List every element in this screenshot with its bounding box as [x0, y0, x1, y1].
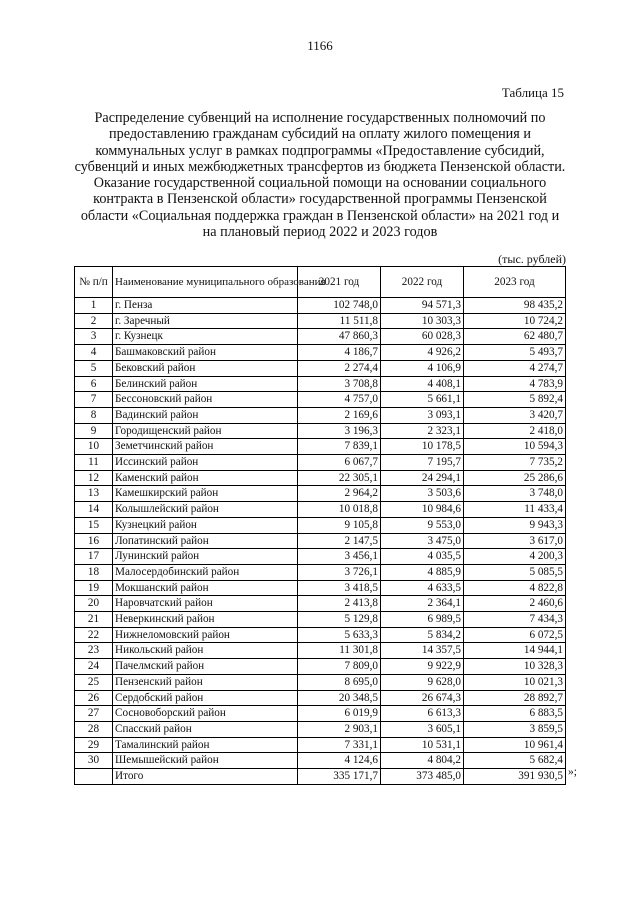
row-name: Малосердобинский район: [113, 564, 298, 580]
row-2022: 4 106,9: [381, 360, 464, 376]
total-2022: 373 485,0: [381, 769, 464, 785]
row-2023: 28 892,7: [464, 690, 566, 706]
table-row: [75, 345, 566, 361]
row-2023: 4 274,7: [464, 360, 566, 376]
total-2023: 391 930,5: [464, 769, 566, 785]
table-row: [75, 549, 566, 565]
row-2021: 4 124,6: [298, 753, 381, 769]
table-row: [75, 360, 566, 376]
row-2021: 2 413,8: [298, 596, 381, 612]
row-2023: 10 961,4: [464, 737, 566, 753]
row-name: Камешкирский район: [113, 486, 298, 502]
row-2022: 9 922,9: [381, 659, 464, 675]
row-2021: 2 169,6: [298, 407, 381, 423]
row-2023: 6 072,5: [464, 627, 566, 643]
row-name: Вадинский район: [113, 407, 298, 423]
row-2021: 6 019,9: [298, 706, 381, 722]
row-2021: 5 129,8: [298, 612, 381, 628]
table-row: [75, 659, 566, 675]
row-2021: 47 860,3: [298, 329, 381, 345]
header-name: Наименование муниципального образования: [113, 267, 298, 298]
row-number: 10: [75, 439, 113, 455]
row-2023: 4 783,9: [464, 376, 566, 392]
table-row: [75, 737, 566, 753]
units-note: (тыс. рублей): [498, 252, 566, 266]
row-2021: 2 274,4: [298, 360, 381, 376]
row-2023: 11 433,4: [464, 502, 566, 518]
row-2023: 25 286,6: [464, 470, 566, 486]
row-number: 16: [75, 533, 113, 549]
row-2022: 3 503,6: [381, 486, 464, 502]
row-number: 18: [75, 564, 113, 580]
row-number: 21: [75, 612, 113, 628]
row-2023: 62 480,7: [464, 329, 566, 345]
row-2021: 11 301,8: [298, 643, 381, 659]
row-2022: 10 984,6: [381, 502, 464, 518]
row-name: Наровчатский район: [113, 596, 298, 612]
table-row: [75, 580, 566, 596]
row-2021: 5 633,3: [298, 627, 381, 643]
row-2022: 94 571,3: [381, 298, 464, 314]
table-row: [75, 612, 566, 628]
row-2022: 5 661,1: [381, 392, 464, 408]
table-total-row: [75, 769, 566, 785]
row-2022: 4 035,5: [381, 549, 464, 565]
row-2022: 6 613,3: [381, 706, 464, 722]
table-row: [75, 502, 566, 518]
table-row: [75, 407, 566, 423]
row-name: Земетчинский район: [113, 439, 298, 455]
row-2021: 2 964,2: [298, 486, 381, 502]
row-2021: 102 748,0: [298, 298, 381, 314]
table-row: [75, 596, 566, 612]
row-2021: 7 839,1: [298, 439, 381, 455]
row-name: Мокшанский район: [113, 580, 298, 596]
row-2022: 10 531,1: [381, 737, 464, 753]
table-row: [75, 533, 566, 549]
row-2021: 6 067,7: [298, 455, 381, 471]
row-name: Сосновоборский район: [113, 706, 298, 722]
row-2023: 2 460,6: [464, 596, 566, 612]
table-row: [75, 470, 566, 486]
row-number: 20: [75, 596, 113, 612]
table-row: [75, 313, 566, 329]
row-2023: 4 200,3: [464, 549, 566, 565]
row-2023: 7 434,3: [464, 612, 566, 628]
row-name: Тамалинский район: [113, 737, 298, 753]
row-2023: 10 021,3: [464, 674, 566, 690]
row-2023: 7 735,2: [464, 455, 566, 471]
table-row: [75, 643, 566, 659]
row-2023: 10 724,2: [464, 313, 566, 329]
row-2021: 7 809,0: [298, 659, 381, 675]
row-number: 11: [75, 455, 113, 471]
row-number: 5: [75, 360, 113, 376]
row-2021: 20 348,5: [298, 690, 381, 706]
table-row: [75, 329, 566, 345]
row-2021: 3 418,5: [298, 580, 381, 596]
row-2021: 2 903,1: [298, 721, 381, 737]
row-number: 25: [75, 674, 113, 690]
row-2021: 10 018,8: [298, 502, 381, 518]
row-number: 26: [75, 690, 113, 706]
header-2022: 2022 год: [381, 267, 464, 298]
table-header-row: [75, 267, 566, 298]
row-2021: 11 511,8: [298, 313, 381, 329]
row-number: 23: [75, 643, 113, 659]
row-number: 2: [75, 313, 113, 329]
row-2023: 6 883,5: [464, 706, 566, 722]
row-number: 15: [75, 517, 113, 533]
closing-mark: »;: [568, 766, 577, 778]
row-name: Шемышейский район: [113, 753, 298, 769]
row-2022: 4 408,1: [381, 376, 464, 392]
table-row: [75, 564, 566, 580]
row-name: Спасский район: [113, 721, 298, 737]
row-name: Колышлейский район: [113, 502, 298, 518]
row-number: 24: [75, 659, 113, 675]
header-2021: 2021 год: [298, 267, 381, 298]
row-2021: 3 726,1: [298, 564, 381, 580]
table-row: [75, 455, 566, 471]
table-row: [75, 721, 566, 737]
row-2023: 10 594,3: [464, 439, 566, 455]
row-number: 4: [75, 345, 113, 361]
row-2023: 14 944,1: [464, 643, 566, 659]
total-label: Итого: [113, 769, 298, 785]
row-name: Лопатинский район: [113, 533, 298, 549]
table-row: [75, 753, 566, 769]
table-row: [75, 674, 566, 690]
row-name: Бессоновский район: [113, 392, 298, 408]
row-2022: 26 674,3: [381, 690, 464, 706]
row-number: 3: [75, 329, 113, 345]
row-name: Городищенский район: [113, 423, 298, 439]
row-2022: 60 028,3: [381, 329, 464, 345]
row-2023: 5 892,4: [464, 392, 566, 408]
row-2021: 3 456,1: [298, 549, 381, 565]
row-name: г. Заречный: [113, 313, 298, 329]
row-name: г. Кузнецк: [113, 329, 298, 345]
table-row: [75, 376, 566, 392]
row-2021: 4 757,0: [298, 392, 381, 408]
row-name: Бековский район: [113, 360, 298, 376]
row-name: Белинский район: [113, 376, 298, 392]
row-2023: 5 493,7: [464, 345, 566, 361]
row-number: 12: [75, 470, 113, 486]
row-2022: 9 553,0: [381, 517, 464, 533]
row-2021: 22 305,1: [298, 470, 381, 486]
row-2022: 5 834,2: [381, 627, 464, 643]
row-number: 19: [75, 580, 113, 596]
row-number: 13: [75, 486, 113, 502]
row-2023: 4 822,8: [464, 580, 566, 596]
row-2021: 2 147,5: [298, 533, 381, 549]
row-2023: 10 328,3: [464, 659, 566, 675]
row-2022: 4 885,9: [381, 564, 464, 580]
row-2023: 3 420,7: [464, 407, 566, 423]
row-2022: 4 926,2: [381, 345, 464, 361]
table-row: [75, 690, 566, 706]
header-number: № п/п: [75, 267, 113, 298]
row-2023: 98 435,2: [464, 298, 566, 314]
row-2022: 3 475,0: [381, 533, 464, 549]
header-2023: 2023 год: [464, 267, 566, 298]
row-number: 29: [75, 737, 113, 753]
row-name: Башмаковский район: [113, 345, 298, 361]
table-row: [75, 298, 566, 314]
subvention-table: [74, 266, 566, 785]
row-2022: 14 357,5: [381, 643, 464, 659]
row-2022: 3 093,1: [381, 407, 464, 423]
table-row: [75, 706, 566, 722]
row-number: 17: [75, 549, 113, 565]
row-2023: 5 682,4: [464, 753, 566, 769]
table-row: [75, 423, 566, 439]
row-number: 30: [75, 753, 113, 769]
row-2023: 5 085,5: [464, 564, 566, 580]
row-number: 9: [75, 423, 113, 439]
row-2021: 9 105,8: [298, 517, 381, 533]
row-2023: 9 943,3: [464, 517, 566, 533]
row-2022: 4 633,5: [381, 580, 464, 596]
page-number: 1166: [307, 38, 333, 53]
table-row: [75, 392, 566, 408]
row-2021: 7 331,1: [298, 737, 381, 753]
row-number: 27: [75, 706, 113, 722]
row-2022: 2 364,1: [381, 596, 464, 612]
row-name: Кузнецкий район: [113, 517, 298, 533]
table-label: Таблица 15: [501, 85, 564, 100]
row-number: 22: [75, 627, 113, 643]
row-2023: 3 859,5: [464, 721, 566, 737]
row-2023: 3 748,0: [464, 486, 566, 502]
row-2021: 3 196,3: [298, 423, 381, 439]
row-number: 14: [75, 502, 113, 518]
total-2021: 335 171,7: [298, 769, 381, 785]
table-row: [75, 517, 566, 533]
document-title: Распределение субвенций на исполнение государственных полномочий по предоставлению гражданам субсидий на оплату жилого помещения и коммунальных услуг в рамках подпрограммы «Предоставление субсидий, субвенций и иных межбюджетных трансфертов из бюджета Пензенской области. Оказание государственной социальной помощи на основании социального контракта в Пензенской области» государственной программы Пензенской области «Социальная поддержка граждан в Пензенской области» на 2021 год и на плановый период 2022 и 2023 годов: [74, 110, 566, 241]
row-number: 28: [75, 721, 113, 737]
row-name: Нижнеломовский район: [113, 627, 298, 643]
row-number: 7: [75, 392, 113, 408]
table-body: [75, 298, 566, 769]
row-2022: 24 294,1: [381, 470, 464, 486]
row-2023: 2 418,0: [464, 423, 566, 439]
row-number: 6: [75, 376, 113, 392]
total-number: [75, 769, 113, 785]
table-row: [75, 486, 566, 502]
table-row: [75, 627, 566, 643]
row-name: Пензенский район: [113, 674, 298, 690]
row-name: Лунинский район: [113, 549, 298, 565]
row-2022: 2 323,1: [381, 423, 464, 439]
row-2022: 6 989,5: [381, 612, 464, 628]
row-2022: 10 178,5: [381, 439, 464, 455]
row-number: 1: [75, 298, 113, 314]
row-2023: 3 617,0: [464, 533, 566, 549]
row-name: Неверкинский район: [113, 612, 298, 628]
row-2021: 3 708,8: [298, 376, 381, 392]
row-2021: 8 695,0: [298, 674, 381, 690]
row-number: 8: [75, 407, 113, 423]
row-name: г. Пенза: [113, 298, 298, 314]
row-name: Пачелмский район: [113, 659, 298, 675]
row-2022: 7 195,7: [381, 455, 464, 471]
row-name: Каменский район: [113, 470, 298, 486]
row-name: Сердобский район: [113, 690, 298, 706]
row-2022: 4 804,2: [381, 753, 464, 769]
row-2022: 10 303,3: [381, 313, 464, 329]
row-name: Никольский район: [113, 643, 298, 659]
row-2022: 9 628,0: [381, 674, 464, 690]
row-name: Иссинский район: [113, 455, 298, 471]
table-row: [75, 439, 566, 455]
row-2021: 4 186,7: [298, 345, 381, 361]
row-2022: 3 605,1: [381, 721, 464, 737]
